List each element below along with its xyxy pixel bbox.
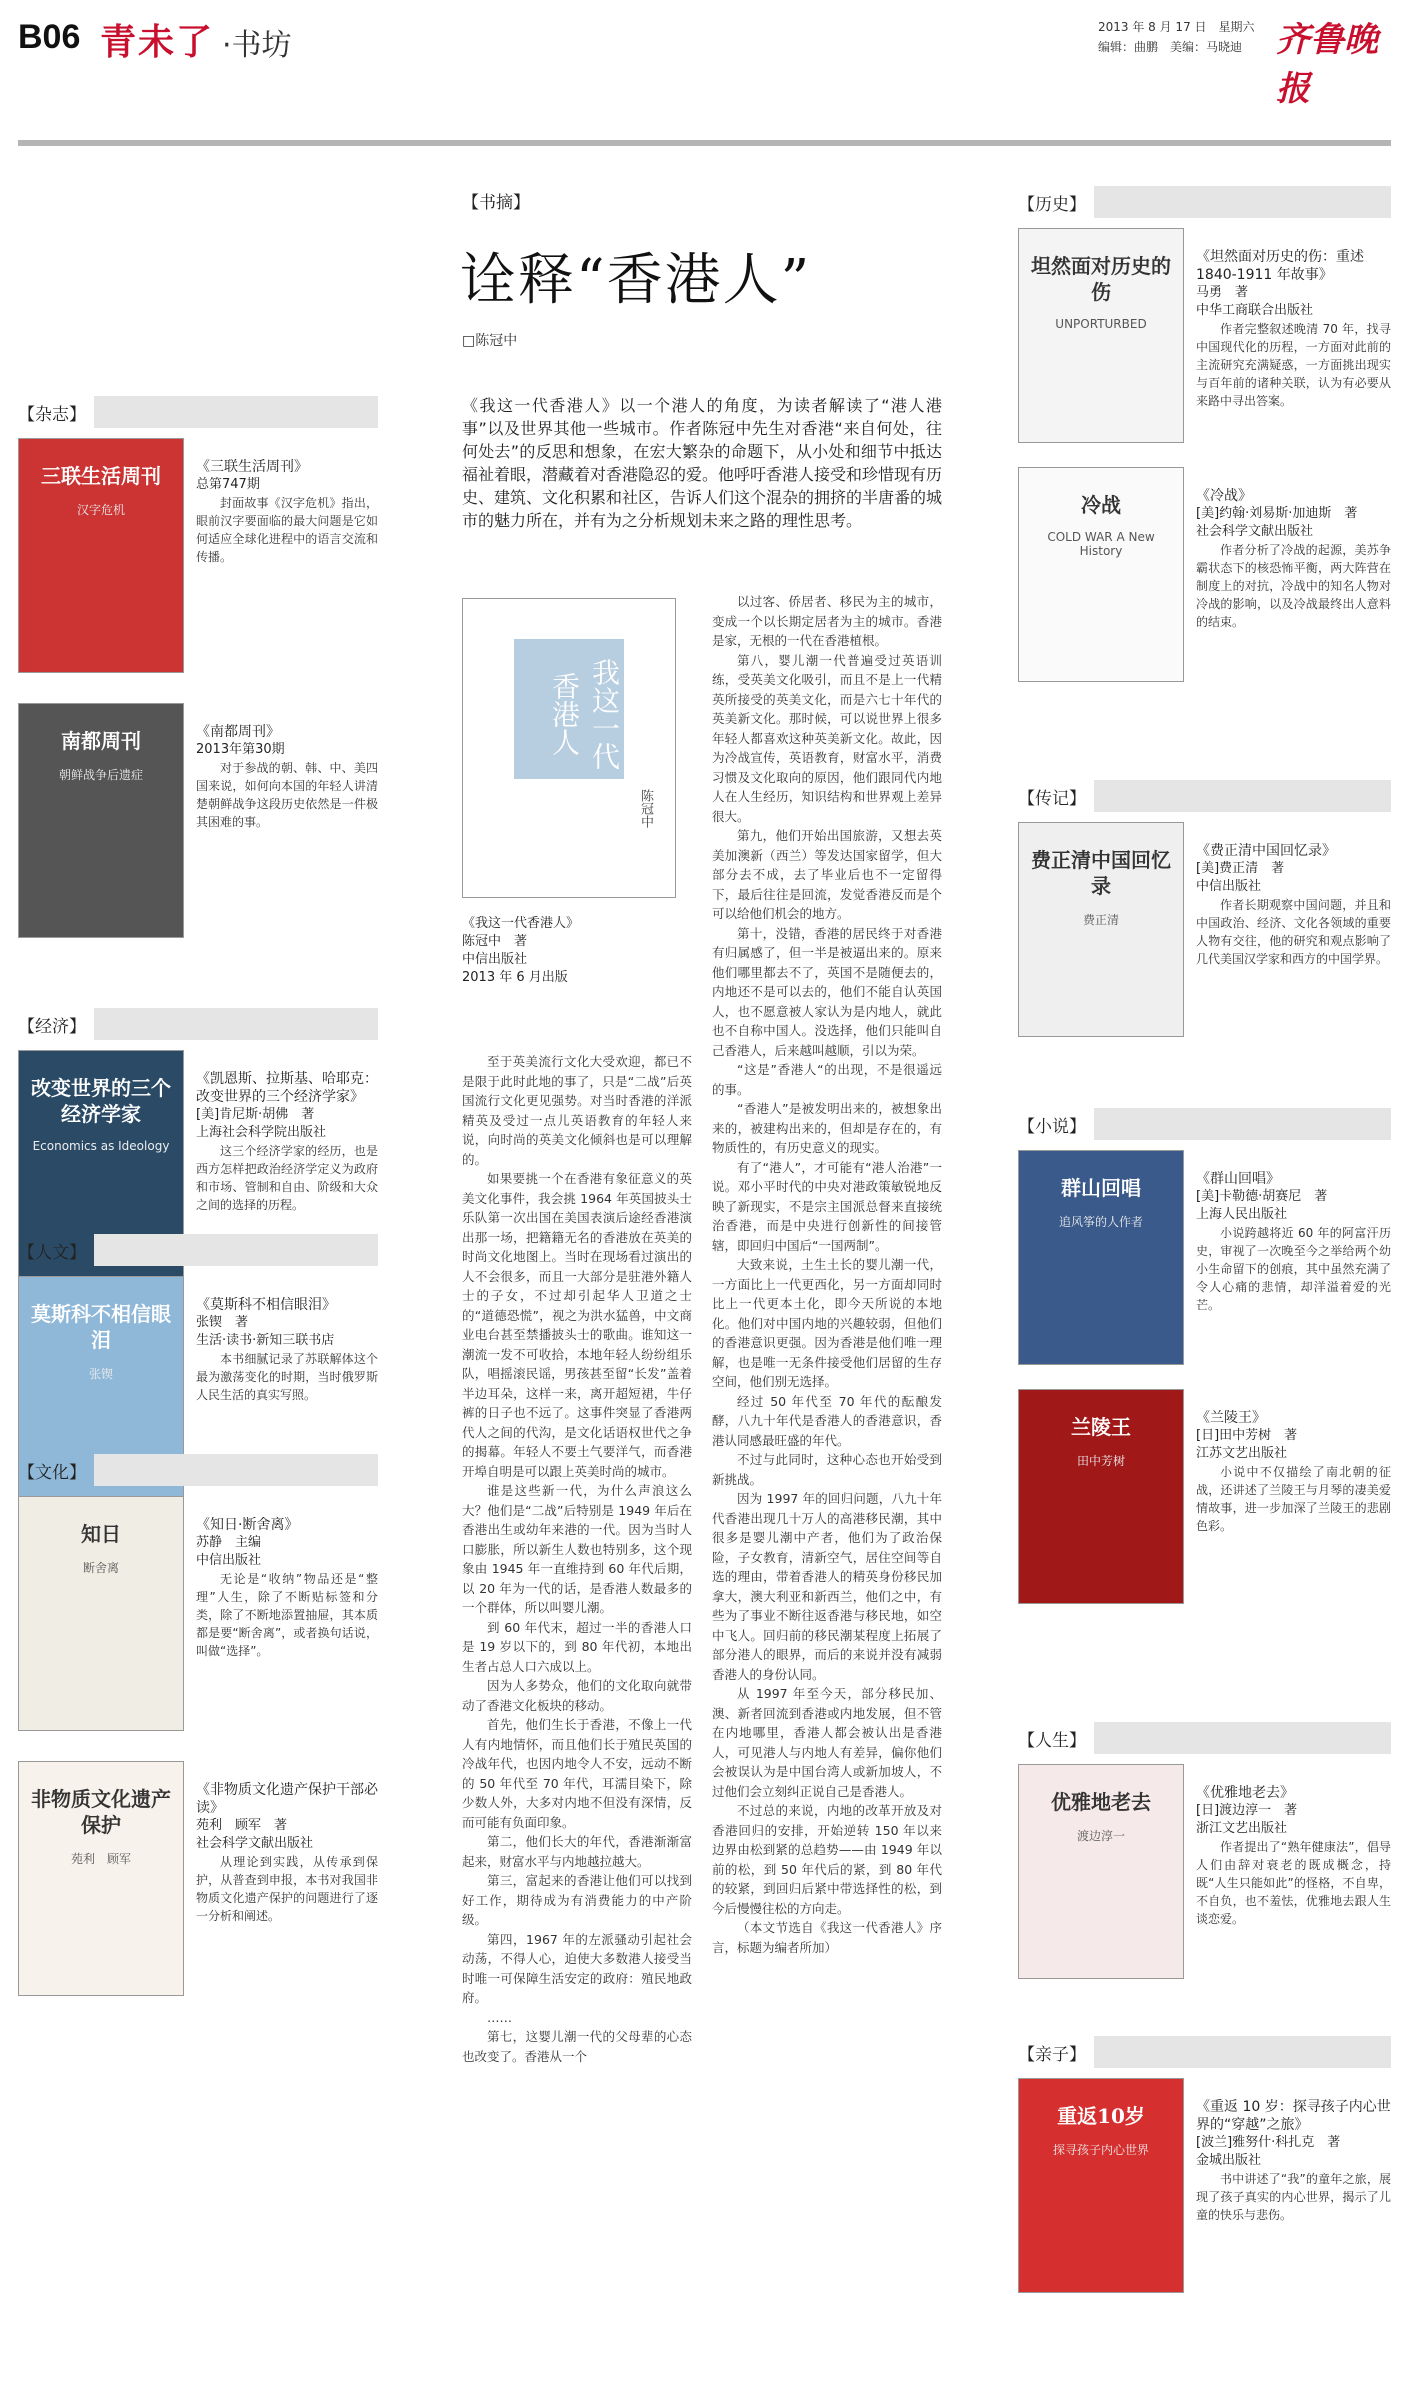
- article-paragraph: （本文节选自《我这一代香港人》序言，标题为编者所加）: [712, 1920, 942, 1955]
- book-cover: [1018, 228, 1184, 443]
- section-tag-bar: [1094, 1722, 1391, 1754]
- book-info: [1196, 822, 1391, 1037]
- cover-subtitle-text: 田中芳树: [1076, 1454, 1125, 1468]
- article-paragraph: 第三，富起来的香港让他们可以找到好工作，期待成为有消费能力的中产阶级。: [462, 1873, 692, 1927]
- book-entry: [1018, 228, 1391, 443]
- book-cover: [18, 1496, 184, 1731]
- book-meta-line: 中信出版社: [1196, 879, 1262, 894]
- section-tag-bar: [94, 1454, 378, 1486]
- cover-title-text: 莫斯科不相信眼泪: [31, 1302, 171, 1352]
- book-cover: [1018, 1150, 1184, 1365]
- book-cover: [1018, 2078, 1184, 2293]
- article-byline: □陈冠中: [462, 333, 518, 349]
- book-section: [1018, 2036, 1391, 2317]
- article-paragraph: ……: [487, 2009, 512, 2025]
- book-meta-line: 苑利 顾军 著: [196, 1818, 288, 1833]
- article-paragraph: 第四，1967 年的左派骚动引起社会动荡，不得人心，迫使大多数港人接受当时唯一可保障生活安定的政府：殖民地政府。: [462, 1931, 692, 2005]
- book-section: [18, 396, 378, 968]
- book-title: 《莫斯科不相信眼泪》: [196, 1297, 336, 1313]
- header-divider: [18, 140, 1391, 146]
- article-headline: 诠释“香港人”: [460, 248, 812, 313]
- book-title: 《三联生活周刊》: [196, 459, 308, 475]
- cover-subtitle-text: 费正清: [1082, 913, 1119, 927]
- book-entry: [18, 1761, 378, 1996]
- article-column-1: [462, 1052, 692, 2352]
- article-paragraph: 不过总的来说，内地的改革开放及对香港回归的安排，开始逆转 150 年以来边界由松到紧的总趋势——由 1949 年以前的松，到 50 年代后的紧，到 80 年代的较紧，到回归后紧中带选择性的松，到今后慢慢往松的方向走。: [712, 1803, 942, 1916]
- article-paragraph: 不过与此同时，这种心态也开始受到新挑战。: [712, 1452, 942, 1487]
- section-title: 青未了: [100, 22, 215, 63]
- book-info: [196, 703, 378, 938]
- book-description: 封面故事《汉字危机》指出，眼前汉字要面临的最大问题是它如何适应全球化进程中的语言交流和传播。: [196, 496, 378, 564]
- book-description: 从理论到实践，从传承到保护，从普查到申报，本书对我国非物质文化遗产保护的问题进行了逐一分析和阐述。: [196, 1855, 378, 1923]
- book-section: [1018, 1722, 1391, 2003]
- book-entry: [1018, 822, 1391, 1037]
- article-paragraph: 以过客、侨居者、移民为主的城市，变成一个以长期定居者为主的城市。香港是家，无根的一代在香港植根。: [712, 594, 942, 648]
- section-tag-bar: [1094, 1108, 1391, 1140]
- newspaper-logo: 齐鲁晚报: [1276, 20, 1378, 109]
- cover-title-text: 重返10岁: [1057, 2104, 1145, 2128]
- book-cover: [1018, 822, 1184, 1037]
- book-title: 《群山回唱》: [1196, 1171, 1280, 1187]
- book-entry: [1018, 467, 1391, 682]
- article-paragraph: 从 1997 年至今天，部分移民加、澳、新者回流到香港或内地发展，但不管在内地哪里，香港人都会被认出是香港人，可见港人与内地人有差异，偏你他们会被误认为是中国台湾人或新加坡人，不过他们会立刻纠正说自己是香港人。: [712, 1686, 942, 1799]
- book-cover: [18, 1761, 184, 1996]
- book-info: [1196, 1764, 1391, 1979]
- book-meta-line: 马勇 著: [1196, 285, 1249, 300]
- book-info: [1196, 228, 1391, 443]
- cover-subtitle-text: Economics as Ideology: [32, 1139, 170, 1153]
- section-tag: 【历史】: [1018, 194, 1086, 215]
- article-column-2: [712, 592, 942, 2352]
- book-meta-line: [日]田中芳树 著: [1196, 1428, 1298, 1443]
- book-info: [196, 1496, 378, 1731]
- cover-subtitle-text: 汉字危机: [76, 503, 125, 517]
- cover-subtitle-text: COLD WAR A New History: [1047, 530, 1155, 558]
- article-paragraph: 到 60 年代末，超过一半的香港人口是 19 岁以下的，到 80 年代初，本地出生者占总人口六成以上。: [462, 1619, 692, 1674]
- book-meta-line: 总第747期: [196, 477, 260, 492]
- article-paragraph: 因为 1997 年的回归问题，八九十年代香港出现几十万人的高港移民潮，其中很多是婴儿潮中产者，他们为了政治保险，子女教育，清新空气，居住空间等自选的理由，带着香港人的精英身份移民加拿大，澳大利亚和新西兰，他们之中，有些为了事业不断往返香港与移民地，如空中飞人。回归前的移民潮某程度上拓展了部分港人的眼界，而后的来说并没有减弱香港人的身份认同。: [712, 1491, 942, 1682]
- book-title: 《优雅地老去》: [1196, 1785, 1294, 1801]
- section-tag: 【亲子】: [1018, 2044, 1086, 2065]
- cover-subtitle-text: UNPORTURBED: [1055, 317, 1147, 331]
- article-paragraph: 如果要挑一个在香港有象征意义的英美文化事件，我会挑 1964 年英国披头士乐队第一次出国在美国表演后途经香港演出那一场，把籍籍无名的香港放在英美的时尚文化地图上。当时在现场看过演出的人不会很多，而且一大部分是驻港外籍人士的子女，不过却引起华人卫道之士的“道德恐慌”，视之为洪水猛兽，中文商业电台甚至禁播披头士的歌曲。谁知这一潮流一发不可收拾，本地年轻人纷纷组乐队，唱摇滚民谣，男孩甚至留“长发”盖着半边耳朵，这样一来，离开超短裙，牛仔裤的日子也不远了。这事件突显了香港两代人之间的代沟，是文化话语权世代之争的揭幕。年轻人不要土气要洋气，而香港开埠自明是可以跟上英美时尚的城市。: [462, 1171, 692, 1479]
- cover-title-text: 改变世界的三个经济学家: [31, 1076, 171, 1126]
- book-title: 《非物质文化遗产保护干部必读》: [196, 1782, 378, 1816]
- book-meta-line: 中信出版社: [196, 1553, 262, 1568]
- article-paragraph: 大致来说，土生土长的婴儿潮一代，一方面比上一代更西化，另一方面却同时比上一代更本土化，即今天所说的本地化。他们对中国内地的兴趣较弱，但他们的香港意识更强。因为香港是他们唯一理解，也是唯一无条件接受他们居留的生存空间，他们别无选择。: [712, 1257, 942, 1389]
- editors-line: 编辑：曲鹏 美编：马晓迪: [1098, 40, 1243, 54]
- book-info: [1196, 2078, 1391, 2293]
- cover-title-text: 知日: [81, 1522, 121, 1546]
- article-paragraph: 第八，婴儿潮一代普遍受过英语训练，受英美文化吸引，而且不是上一代精英所接受的英美文化，而是六七十年代的英美新文化。那时候，可以说世界上很多年轻人都喜欢这种英美新文化。故此，因为冷战宣传，英语教育，财富水平，消费习惯及文化取向的原因，他们跟同代内地人在人生经历，知识结构和世界观上差异很大。: [712, 652, 942, 824]
- book-cover: [18, 703, 184, 938]
- book-meta-line: 社会科学文献出版社: [1196, 524, 1314, 539]
- book-section: [1018, 780, 1391, 1061]
- book-meta-line: 社会科学文献出版社: [196, 1836, 314, 1851]
- book-title: 《冷战》: [1196, 488, 1252, 504]
- cover-title-text: 坦然面对历史的伤: [1031, 254, 1171, 304]
- book-cover: [18, 438, 184, 673]
- article-lead: 《我这一代香港人》以一个港人的角度，为读者解读了“港人港事”以及世界其他一些城市。作者陈冠中先生对香港“来自何处，往何处去”的反思和想象，在宏大繁杂的命题下，从小处和细节中抵达福祉着眼，潜藏着对香港隐忍的爱。他呼吁香港人接受和珍惜现有历史、建筑、文化积累和社区，告诉人们这个混杂的拥挤的半唐番的城市的魅力所在，并有为之分析规划未来之路的理性思考。: [462, 396, 943, 530]
- article-paragraph: “香港人”是被发明出来的，被想象出来的，被建构出来的，但却是存在的，有物质性的，有历史意义的现实。: [712, 1101, 942, 1155]
- book-entry: [1018, 1150, 1391, 1365]
- article-paragraph: “这是”香港人“的出现，不是很遥远的事。: [712, 1062, 942, 1097]
- cover-title-text: 三联生活周刊: [41, 464, 161, 488]
- book-description: 书中讲述了“我”的童年之旅，展现了孩子真实的内心世界，揭示了儿童的快乐与悲伤。: [1196, 2172, 1391, 2222]
- book-cover: [1018, 1389, 1184, 1604]
- cover-subtitle-text: 苑利 顾军: [70, 1852, 131, 1866]
- section-tag-bar: [1094, 780, 1391, 812]
- book-description: 无论是“收纳”物品还是“整理”人生，除了不断贴标签和分类，除了不断地添置抽屉，其本质都是要“断舍离”，或者换句话说，叫做“选择”。: [196, 1572, 378, 1658]
- book-meta-line: 上海社会科学院出版社: [196, 1125, 327, 1140]
- featured-book-caption: 《我这一代香港人》 陈冠中 著 中信出版社 2013 年 6 月出版: [462, 916, 580, 985]
- article-paragraph: 第二，他们长大的年代，香港渐渐富起来，财富水平与内地越拉越大。: [462, 1834, 692, 1869]
- book-info: [196, 438, 378, 673]
- article-paragraph: 至于英美流行文化大受欢迎，都已不是限于此时此地的事了，只是“二战”后英国流行文化更见强势。对当时香港的洋派精英及受过一点儿英语教育的年轻人来说，向时尚的英美文化倾斜也是可以理解的。: [462, 1054, 692, 1167]
- book-description: 作者长期观察中国问题，并且和中国政治、经济、文化各领域的重要人物有交往，他的研究和观点影响了几代美国汉学家和西方的中国学界。: [1196, 898, 1391, 966]
- book-title: 《知日·断舍离》: [196, 1517, 299, 1533]
- featured-book-cover: [462, 598, 676, 898]
- section-tag-bar: [94, 396, 378, 428]
- cover-title-text: 我这一代香港人: [514, 639, 624, 779]
- book-title: 《重返 10 岁：探寻孩子内心世界的“穿越”之旅》: [1196, 2099, 1391, 2133]
- article-paragraph: 第十，没错，香港的居民终于对香港有归属感了，但一半是被逼出来的。原来他们哪里都去不了，英国不是随便去的，内地还不是可以去的，他们不能自认英国人，也不愿意被人家认为是内地人，就此也不自称中国人。没选择，他们只能叫自己香港人，后来越叫越顺，引以为荣。: [712, 925, 942, 1058]
- section-tag: 【杂志】: [18, 404, 86, 425]
- issue-date: 2013 年 8 月 17 日 星期六: [1098, 20, 1255, 34]
- book-meta-line: [美]肯尼斯·胡佛 著: [196, 1107, 315, 1122]
- book-title: 《费正清中国回忆录》: [1196, 843, 1336, 859]
- cover-title-text: 群山回唱: [1061, 1176, 1141, 1200]
- cover-title-text: 非物质文化遗产保护: [31, 1787, 171, 1837]
- book-meta-line: 浙江文艺出版社: [1196, 1821, 1288, 1836]
- book-cover: [1018, 467, 1184, 682]
- book-info: [1196, 1150, 1391, 1365]
- section-tag: 【人生】: [1018, 1730, 1086, 1751]
- book-meta-line: [美]约翰·刘易斯·加迪斯 著: [1196, 506, 1358, 521]
- section-tag: 【人文】: [18, 1242, 86, 1263]
- article-paragraph: 谁是这些新一代，为什么声浪这么大？他们是“二战”后特别是 1949 年后在香港出生或幼年来港的一代。因为当时人口膨胀，所以新生人数也特别多，这个现象由 1945 年一直维持到 60 年代后期，以 20 年为一代的话，是香港人数最多的一个群体，所以叫婴儿潮。: [462, 1483, 692, 1615]
- article-paragraph: 第九，他们开始出国旅游，又想去英美加澳新（西兰）等发达国家留学，但大部分去不成，去了毕业后也不一定留得下，最后往往是回流，发觉香港反而是个可以给他们机会的地方。: [712, 828, 942, 921]
- cover-title-text: 南都周刊: [61, 729, 141, 753]
- book-info: [196, 1761, 378, 1996]
- book-meta-line: [美]卡勒德·胡赛尼 著: [1196, 1189, 1328, 1204]
- book-meta-line: 2013年第30期: [196, 742, 285, 757]
- book-entry: [18, 703, 378, 938]
- book-description: 本书细腻记录了苏联解体这个最为激荡变化的时期，当时俄罗斯人民生活的真实写照。: [196, 1352, 378, 1402]
- book-title: 《南都周刊》: [196, 724, 280, 740]
- book-entry: [1018, 1389, 1391, 1604]
- section-tag-bar: [1094, 2036, 1391, 2068]
- book-meta-line: 苏静 主编: [196, 1535, 262, 1550]
- book-section: [1018, 186, 1391, 706]
- book-description: 对于参战的朝、韩、中、美四国来说，如何向本国的年轻人讲清楚朝鲜战争这段历史依然是一件极其困难的事。: [196, 761, 378, 829]
- book-meta-line: [波兰]雅努什·科扎克 著: [1196, 2135, 1341, 2150]
- book-meta-line: 中华工商联合出版社: [1196, 303, 1314, 318]
- book-title: 《兰陵王》: [1196, 1410, 1266, 1426]
- book-description: 这三个经济学家的经历，也是西方怎样把政治经济学定义为政府和市场、管制和自由、阶级和大众之间的选择的历程。: [196, 1144, 378, 1212]
- section-subtitle: ·书坊: [222, 28, 292, 63]
- book-entry: [18, 1496, 378, 1731]
- section-tag: 【传记】: [1018, 788, 1086, 809]
- article-paragraph: 因为人多势众，他们的文化取向就带动了香港文化板块的移动。: [462, 1678, 692, 1713]
- cover-author-text: 陈冠中: [638, 789, 653, 828]
- cover-subtitle-text: 探寻孩子内心世界: [1052, 2143, 1149, 2157]
- cover-title-text: 费正清中国回忆录: [1031, 848, 1171, 898]
- article-paragraph: 有了“港人”，才可能有“港人治港”一说。邓小平时代的中央对港政策敏锐地反映了新现实，不是宗主国派总督来直接统治香港，而是中央进行创新性的间接管辖，即回归中国后“一国两制”。: [712, 1159, 942, 1253]
- book-info: [1196, 467, 1391, 682]
- section-tag: 【小说】: [1018, 1116, 1086, 1137]
- cover-subtitle-text: 追风筝的人作者: [1058, 1215, 1143, 1229]
- section-tag-bar: [94, 1008, 378, 1040]
- cover-title-text: 兰陵王: [1071, 1415, 1131, 1439]
- book-meta-line: 生活·读书·新知三联书店: [196, 1333, 335, 1348]
- book-title: 《凯恩斯、拉斯基、哈耶克：改变世界的三个经济学家》: [196, 1071, 378, 1105]
- book-description: 小说跨越将近 60 年的阿富汗历史，审视了一次晚至今之举给两个幼小生命留下的创痕，其中虽然充满了令人心痛的悲情，却洋溢着爱的光芒。: [1196, 1226, 1391, 1312]
- cover-subtitle-text: 张锲: [88, 1367, 113, 1381]
- cover-subtitle-text: 断舍离: [82, 1561, 119, 1575]
- book-title: 《坦然面对历史的伤：重述1840-1911 年故事》: [1196, 249, 1364, 283]
- book-meta-line: [日]渡边淳一 著: [1196, 1803, 1298, 1818]
- book-description: 作者提出了“熟年健康法”，倡导人们由辞对衰老的既成概念，持既“人生只能如此”的怪格，不自卑，不自负，也不羞怯，优雅地去跟人生谈恋爱。: [1196, 1840, 1391, 1926]
- article-paragraph: 经过 50 年代至 70 年代的酝酿发酵，八九十年代是香港人的香港意识，香港认同感最旺盛的年代。: [712, 1393, 942, 1448]
- book-section: [18, 1454, 378, 2026]
- book-entry: [1018, 1764, 1391, 1979]
- cover-title-text: 冷战: [1081, 493, 1121, 517]
- book-cover: [1018, 1764, 1184, 1979]
- book-section: [1018, 1108, 1391, 1628]
- book-entry: [1018, 2078, 1391, 2293]
- book-meta-line: [美]费正清 著: [1196, 861, 1285, 876]
- book-info: [1196, 1389, 1391, 1604]
- book-description: 作者完整叙述晚清 70 年，找寻中国现代化的历程，一方面对此前的主流研究充满疑惑，一方面挑出现实与百年前的诸种关联，认为有必要从来路中寻出答案。: [1196, 322, 1391, 408]
- book-meta-line: 张锲 著: [196, 1315, 249, 1330]
- book-meta-line: 金城出版社: [1196, 2153, 1262, 2168]
- section-tag-bar: [1094, 186, 1391, 218]
- section-tag-bar: [94, 1234, 378, 1266]
- cover-subtitle-text: 渡边淳一: [1076, 1829, 1125, 1843]
- book-meta-line: 江苏文艺出版社: [1196, 1446, 1288, 1461]
- article-paragraph: 首先，他们生长于香港，不像上一代人有内地情怀，而且他们长于殖民英国的冷战年代，也因内地令人不安，远动不断的 50 年代至 70 年代，耳濡目染下，除少数人外，大多对内地不但没有深情，反而可能有负面印象。: [462, 1717, 692, 1830]
- cover-subtitle-text: 朝鲜战争后遗症: [58, 768, 143, 782]
- section-tag: 【经济】: [18, 1016, 86, 1037]
- cover-title-text: 优雅地老去: [1051, 1790, 1151, 1814]
- page-number: B06: [18, 18, 81, 56]
- book-description: 小说中不仅描绘了南北朝的征战，还讲述了兰陵王与月琴的凄美爱情故事，进一步加深了兰陵王的悲剧色彩。: [1196, 1465, 1391, 1533]
- book-description: 作者分析了冷战的起源，美苏争霸状态下的核恐怖平衡，两大阵营在制度上的对抗，冷战中的知名人物对冷战的影响，以及冷战最终出人意料的结束。: [1196, 543, 1391, 629]
- book-entry: [18, 438, 378, 673]
- book-meta-line: 上海人民出版社: [1196, 1207, 1288, 1222]
- section-tag: 【文化】: [18, 1462, 86, 1483]
- article-paragraph: 第七，这婴儿潮一代的父母辈的心态也改变了。香港从一个: [462, 2029, 692, 2064]
- excerpt-tag: 【书摘】: [462, 193, 530, 213]
